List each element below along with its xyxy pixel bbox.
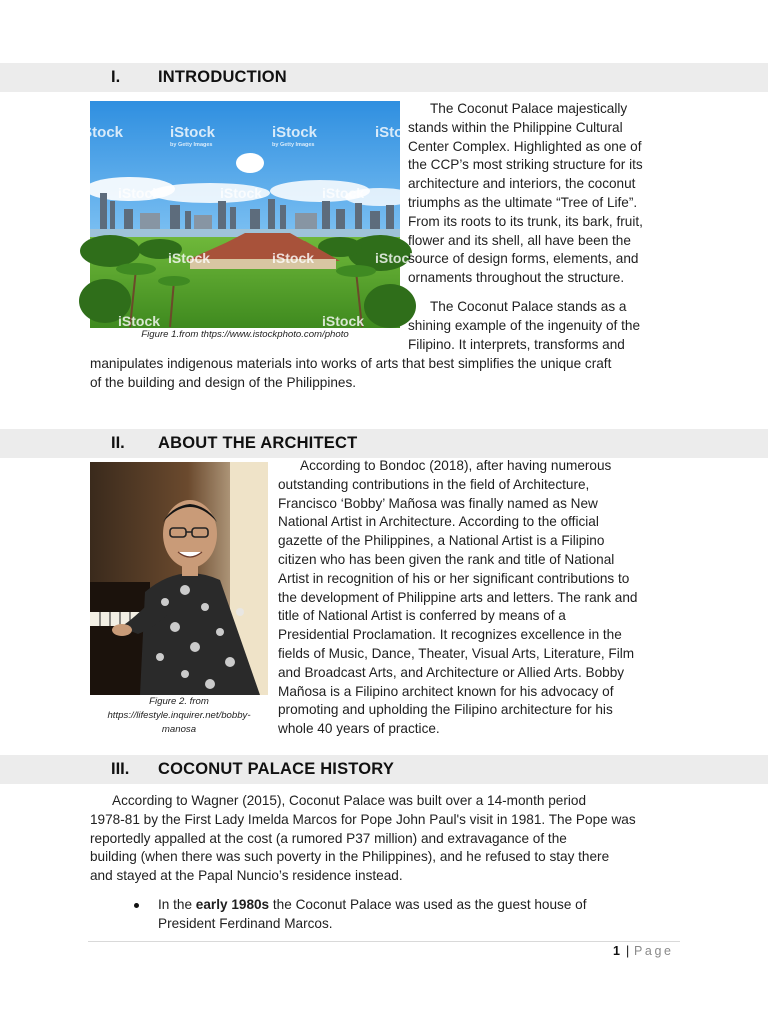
text-line: of the building and design of the Philippines. bbox=[90, 374, 357, 390]
svg-text:by Getty Images: by Getty Images bbox=[170, 142, 213, 148]
text-line: Center Complex. Highlighted as one of bbox=[408, 138, 642, 154]
bullet-line: In the early 1980s the Coconut Palace was used as the guest house of bbox=[158, 897, 587, 912]
text-line: Francisco ‘Bobby’ Mañosa was finally named as New bbox=[278, 495, 598, 511]
svg-text:iStock: iStock bbox=[118, 313, 161, 329]
caption-line: manosa bbox=[161, 724, 197, 735]
section-title: COCONUT PALACE HISTORY bbox=[158, 760, 395, 778]
intro-paragraph-1 bbox=[408, 100, 680, 288]
text-line: promoting and upholding the Filipino architecture for his bbox=[278, 702, 613, 718]
text-line: From its roots to its trunk, its bark, fruit, bbox=[408, 213, 643, 229]
svg-text:iStock: iStock bbox=[170, 124, 216, 141]
coconut-palace-photo bbox=[78, 101, 421, 329]
text-line: The Coconut Palace stands as a bbox=[430, 299, 627, 314]
caption-line: https://lifestyle.inquirer.net/bobby- bbox=[107, 710, 251, 721]
svg-text:iStock: iStock bbox=[375, 124, 421, 141]
svg-text:by Getty Images: by Getty Images bbox=[272, 142, 315, 148]
text-line: the development of Philippine arts and letters. The rank and bbox=[278, 589, 638, 605]
svg-text:iStock: iStock bbox=[220, 185, 263, 201]
section-title: INTRODUCTION bbox=[158, 68, 287, 86]
text-line: ornaments throughout the structure. bbox=[408, 270, 625, 286]
svg-text:iStock: iStock bbox=[375, 250, 418, 266]
text-line: National Artist in Architecture. According to the official bbox=[278, 514, 599, 530]
text-line: triumphs as the ultimate “Tree of Life”. bbox=[408, 194, 638, 210]
intro-paragraph-2-continued bbox=[90, 355, 682, 393]
section-header-about-architect bbox=[0, 429, 768, 458]
text-line: According to Bondoc (2018), after having numerous bbox=[300, 458, 612, 473]
history-paragraph bbox=[90, 792, 682, 886]
bullet-icon bbox=[134, 903, 139, 908]
page-number: 1 bbox=[613, 944, 620, 958]
figure-2-caption bbox=[90, 695, 268, 737]
svg-text:iStock: iStock bbox=[78, 124, 124, 141]
text-line: architecture and interiors, the coconut bbox=[408, 176, 636, 192]
svg-text:iStock: iStock bbox=[118, 185, 161, 201]
text-line: title of National Artist is conferred by means of a bbox=[278, 608, 566, 624]
text-line: citizen who has been given the rank and title of National bbox=[278, 551, 615, 567]
section-number: I. bbox=[111, 68, 121, 86]
text-line: whole 40 years of practice. bbox=[278, 721, 440, 737]
footer-rule bbox=[88, 941, 680, 942]
history-bullet-item bbox=[158, 896, 680, 934]
text-line: and stayed at the Papal Nuncio’s residence instead. bbox=[90, 868, 403, 884]
text-line: reportedly appalled at the cost (a rumored P37 million) and extravagance of the bbox=[90, 830, 567, 846]
architect-paragraph bbox=[278, 457, 680, 739]
text-line: 1978-81 by the First Lady Imelda Marcos for Pope John Paul's visit in 1981. The Pope was bbox=[90, 811, 636, 827]
text-line: stands within the Philippine Cultural bbox=[408, 119, 623, 135]
caption-line: Figure 2. from bbox=[149, 696, 209, 707]
text-line: and Broadcast Arts, and Architecture or Allied Arts. Bobby bbox=[278, 664, 625, 680]
architect-portrait-photo bbox=[90, 462, 268, 695]
section-title: ABOUT THE ARCHITECT bbox=[158, 434, 358, 452]
text-line: outstanding contributions in the field of Architecture, bbox=[278, 476, 590, 492]
text-line: source of design forms, elements, and bbox=[408, 251, 639, 267]
svg-text:iStock: iStock bbox=[272, 250, 315, 266]
text-line: the CCP’s most striking structure for its bbox=[408, 157, 643, 173]
svg-text:iStock: iStock bbox=[322, 185, 365, 201]
figure-1-caption: Figure 1.from thtps://www.istockphoto.com/photo bbox=[141, 329, 349, 340]
text-line: manipulates indigenous materials into works of arts that best simplifies the unique craft bbox=[90, 356, 612, 371]
bullet-line: President Ferdinand Marcos. bbox=[158, 915, 333, 931]
section-header-introduction bbox=[0, 63, 768, 92]
section-header-coconut-palace-history bbox=[0, 755, 768, 784]
bold-phrase: early 1980s bbox=[195, 897, 270, 912]
section-number: II. bbox=[111, 434, 125, 452]
text-line: Artist in recognition of his or her significant contributions to bbox=[278, 570, 630, 586]
text-line: gazette of the Philippines, a National Artist is a Filipino bbox=[278, 533, 605, 549]
svg-text:iStock: iStock bbox=[272, 124, 318, 141]
page-separator: | bbox=[626, 944, 630, 958]
text-line: fields of Music, Dance, Theater, Visual Arts, Literature, Film bbox=[278, 645, 635, 661]
intro-paragraph-2 bbox=[408, 298, 680, 354]
text-line: Presidential Proclamation. It recognizes excellence in the bbox=[278, 627, 622, 643]
section-number: III. bbox=[111, 760, 130, 778]
svg-text:iStock: iStock bbox=[322, 313, 365, 329]
page-label: Page bbox=[634, 944, 674, 958]
text-line: building (when there was such poverty in the Philippines), and he refused to stay there bbox=[90, 849, 610, 865]
text-line: flower and its shell, all have been the bbox=[408, 232, 631, 248]
text-line: Filipino. It interprets, transforms and bbox=[408, 336, 625, 352]
text-line: Mañosa is a Filipino architect known for his advocacy of bbox=[278, 683, 614, 699]
svg-text:iStock: iStock bbox=[168, 250, 211, 266]
text-line: The Coconut Palace majestically bbox=[430, 101, 628, 116]
text-line: According to Wagner (2015), Coconut Palace was built over a 14-month period bbox=[112, 793, 587, 808]
text-line: shining example of the ingenuity of the bbox=[408, 317, 641, 333]
